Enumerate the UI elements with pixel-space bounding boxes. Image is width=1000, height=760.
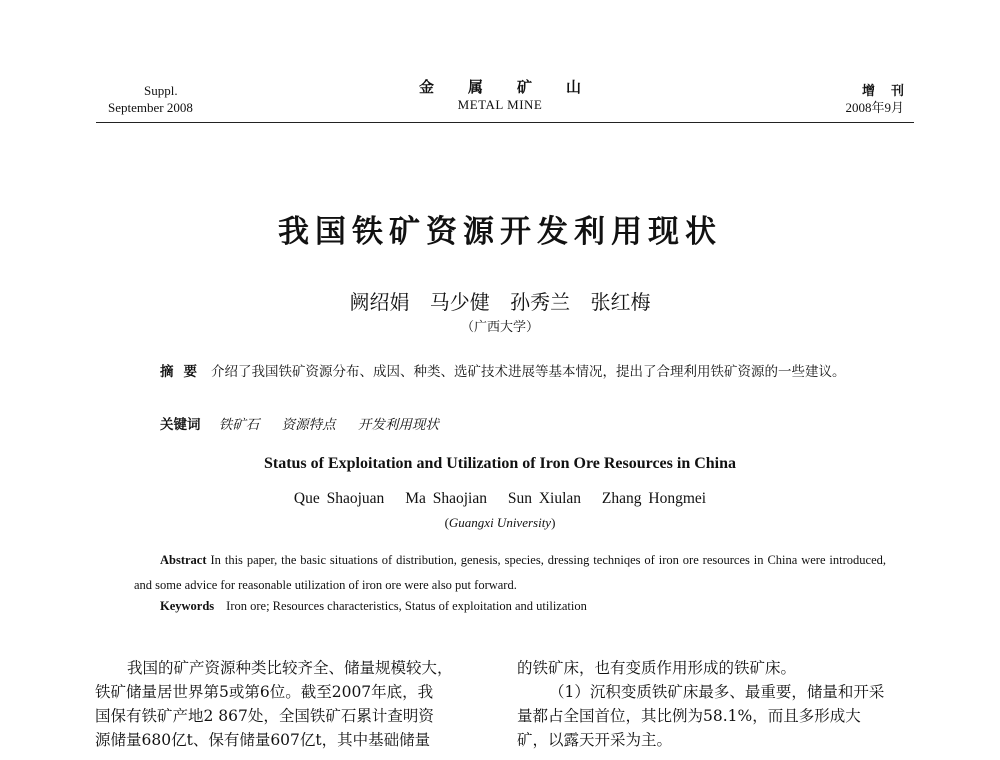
body-line: 我国的矿产资源种类比较齐全、储量规模较大， [127, 659, 453, 677]
body-column-right [517, 656, 917, 752]
journal-name-cn: 金属矿山 [418, 78, 615, 96]
issue-date-en: September 2008 [108, 100, 193, 115]
authors-en [0, 490, 1000, 508]
body-line: 矿，以露天开采为主。 [517, 731, 673, 749]
title-en: Status of Exploitation and Utilization of Iron Ore Resources in China [263, 455, 737, 472]
issue-date-cn: 2008年9月 [845, 100, 904, 115]
keywords-en [160, 599, 587, 614]
author-en-2: Ma Shaojian [405, 490, 487, 507]
author-en-4: Zhang Hongmei [601, 490, 707, 507]
body-column-left [95, 656, 495, 752]
affiliation-en: (Guangxi University) [444, 515, 556, 530]
author-en-3: Sun Xiulan [507, 490, 582, 507]
keywords-cn [160, 413, 457, 433]
body-line: 铁矿储量居世界第5或第6位。截至2007年底，我 [95, 683, 434, 701]
body-line: 的铁矿床，也有变质作用形成的铁矿床。 [517, 659, 797, 677]
header-rule [96, 122, 914, 123]
journal-name [350, 79, 650, 113]
keywords-cn-label: 关键词 [160, 417, 201, 433]
abstract-en [134, 548, 886, 598]
keyword-cn-2: 资源特点 [281, 417, 336, 433]
body-line: （1）沉积变质铁矿床最多、最重要，储量和开采 [549, 683, 885, 701]
keywords-en-label: Keywords [160, 599, 215, 613]
journal-name-en: METAL MINE [457, 97, 543, 112]
title-cn: 我国铁矿资源开发利用现状 [278, 214, 722, 250]
abstract-en-label: Abstract [160, 553, 207, 567]
author-en-1: Que Shaojuan [293, 490, 385, 507]
abstract-cn [134, 360, 886, 385]
authors-cn: 阙绍娟 马少健 孙秀兰 张红梅 [349, 290, 651, 314]
supplement-label: Suppl. [144, 83, 178, 98]
affiliation-cn: （广西大学） [460, 320, 539, 335]
affiliation-en-name: Guangxi University [448, 515, 552, 530]
body-line: 源储量680亿t、保有储量607亿t，其中基础储量 [95, 731, 431, 749]
abstract-en-text: In this paper, the basic situations of distribution, genesis, species, dressing techniqes of iron ore resources in China were introduced, and some advice for reasonable utilization of iron ore were also put forward. [134, 553, 886, 592]
body-line: 国保有铁矿产地2 867处，全国铁矿石累计查明资 [95, 707, 434, 725]
abstract-cn-label: 摘要 [160, 364, 207, 380]
keyword-cn-3: 开发利用现状 [357, 417, 439, 433]
journal-issue-info [108, 82, 193, 116]
keyword-cn-1: 铁矿石 [218, 417, 260, 433]
journal-issue-info-cn [845, 82, 920, 116]
abstract-cn-text: 介绍了我国铁矿资源分布、成因、种类、选矿技术进展等基本情况，提出了合理利用铁矿资源的一些建议。 [211, 364, 846, 380]
body-line: 量都占全国首位，其比例为58.1%，而且多形成大 [517, 707, 861, 725]
supplement-label-cn: 增刊 [861, 83, 920, 98]
keywords-en-text: Iron ore; Resources characteristics, Status of exploitation and utilization [226, 599, 587, 613]
